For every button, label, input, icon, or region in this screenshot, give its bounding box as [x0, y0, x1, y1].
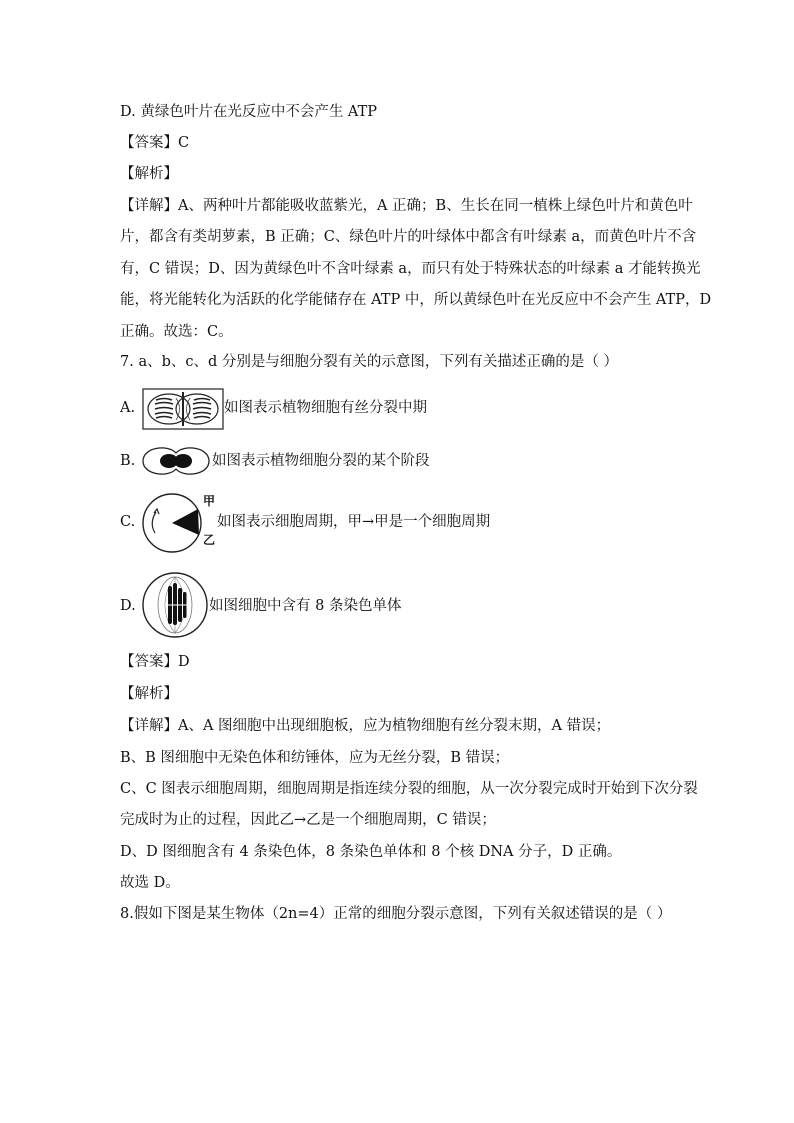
marker-yi: 乙 [203, 533, 216, 547]
option-b-label: B. [120, 453, 136, 469]
explanation-line-4: 能，将光能转化为活跃的化学能储存在 ATP 中，所以黄绿色叶在光反应中不会产生 ATP，D [120, 292, 712, 308]
explanation-q7-b: B、B 图细胞中无染色体和纺锤体，应为无丝分裂，B 错误； [120, 750, 510, 766]
question-7-stem: 7. a、b、c、d 分别是与细胞分裂有关的示意图，下列有关描述正确的是（ ） [120, 354, 618, 370]
analysis-label: 【解析】 [120, 166, 178, 182]
amitosis-cell-figure [140, 446, 212, 476]
explanation-line-1: 【详解】A、两种叶片都能吸收蓝紫光，A 正确；B、生长在同一植株上绿色叶片和黄色叶 [120, 198, 693, 214]
explanation-line-2: 片，都含有类胡萝素，B 正确；C、绿色叶片的叶绿体中都含有叶绿素 a，而黄色叶片不含 [120, 229, 697, 245]
option-c-label: C. [120, 514, 136, 530]
answer-label: 【答案】C [120, 135, 190, 151]
option-a-text: 如图表示植物细胞有丝分裂中期 [224, 400, 427, 416]
explanation-q7-d: D、D 图细胞含有 4 条染色体，8 条染色单体和 8 个核 DNA 分子，D 正确。 [120, 844, 622, 860]
explanation-line-3: 有，C 错误；D、因为黄绿色叶不含叶绿素 a，而只有处于特殊状态的叶绿素 a 才能转换光 [120, 261, 701, 277]
cell-plate-figure [142, 388, 224, 430]
option-d-text: 如图细胞中含有 8 条染色单体 [209, 598, 402, 614]
option-a-label: A. [120, 400, 136, 416]
explanation-q7-c2: 完成时为止的过程，因此乙→乙是一个细胞周期，C 错误； [120, 812, 496, 828]
option-d-prev-question: D. 黄绿色叶片在光反应中不会产生 ATP [120, 104, 378, 120]
marker-jia: 甲 [203, 494, 216, 508]
explanation-line-5: 正确。故选：C。 [120, 324, 233, 340]
explanation-q7-a: 【详解】A、A 图细胞中出现细胞板，应为植物细胞有丝分裂末期，A 错误； [120, 718, 611, 734]
explanation-q7-choice: 故选 D。 [120, 875, 180, 891]
metaphase-cell-figure [141, 570, 209, 640]
option-c-text: 如图表示细胞周期，甲→甲是一个细胞周期 [217, 514, 491, 530]
option-d-label: D. [120, 598, 136, 614]
question-8-stem: 8.假如下图是某生物体（2n=4）正常的细胞分裂示意图，下列有关叙述错误的是（ ） [120, 906, 672, 922]
option-b-text: 如图表示植物细胞分裂的某个阶段 [212, 453, 430, 469]
answer-label-q7: 【答案】D [120, 654, 190, 670]
analysis-label-q7: 【解析】 [120, 686, 178, 702]
explanation-q7-c1: C、C 图表示细胞周期，细胞周期是指连续分裂的细胞，从一次分裂完成时开始到下次分裂 [120, 781, 698, 797]
